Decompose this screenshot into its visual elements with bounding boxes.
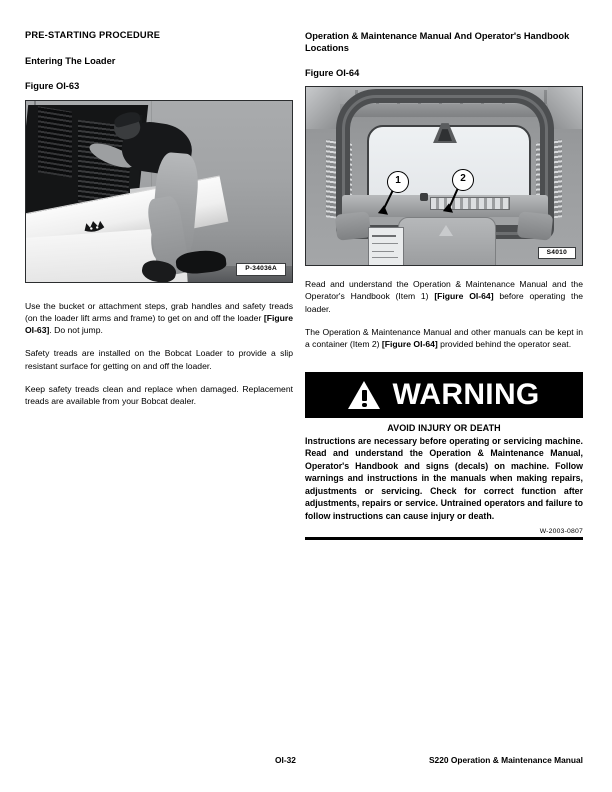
figure-label-oi-63: Figure OI-63 <box>25 81 80 92</box>
paragraph-text-cont: provided behind the operator seat. <box>437 338 572 349</box>
paragraph-text: Use the bucket or attachment steps, grab handles and safety treads (on the loader lift arms and frame) to get on and off the loader <box>25 300 293 324</box>
warning-banner-label: WARNING <box>392 378 540 411</box>
figure-tag-s4010: S4010 <box>538 247 576 260</box>
subsection-title: Entering The Loader <box>25 55 116 66</box>
paragraph-text: The Operation & Maintenance Manual and other manuals can be kept in a container (Item 2) <box>305 326 583 349</box>
paragraph-manual-container <box>305 326 583 350</box>
warning-heading: AVOID INJURY OR DEATH <box>387 423 501 433</box>
warning-exclamation-stroke <box>362 390 366 401</box>
warning-exclamation-dot <box>362 403 366 407</box>
warning-block <box>305 372 583 540</box>
warning-body-text: Instructions are necessary before operating or servicing machine. Read and understand the Operation & Maintenance Manual, Operator's Handbook and signs (decals) on machine. Follow warnings and instructions in the manuals when making repairs, adjustments or servicing. Check for correct function after adjustments, repairs or service. Untrained operators and failure to follow instructions can cause injury or death. <box>305 436 583 521</box>
left-column <box>25 30 293 407</box>
cab-manual-line <box>372 257 398 258</box>
cab-seat-emblem <box>439 225 453 236</box>
cab-armrest-right <box>517 211 554 240</box>
photo-cab-screen-left <box>38 106 72 177</box>
footer-manual-title: S220 Operation & Maintenance Manual <box>428 755 583 765</box>
figure-tag-p-34036a: P-34036A <box>236 263 286 276</box>
cab-corner-left <box>306 87 340 129</box>
paragraph-text: Keep safety treads clean and replace when damaged. Replacement treads are available from your Bobcat dealer. <box>25 383 293 407</box>
cab-manual-line <box>372 243 398 244</box>
figure-reference: [Figure OI-63] <box>25 313 293 336</box>
warning-banner <box>305 372 583 418</box>
figure-reference: [Figure OI-64] <box>381 338 438 349</box>
paragraph-text: Read and understand the Operation & Maintenance Manual and the Operator's Handbook (Item 1) <box>305 279 583 302</box>
paragraph-text-cont: . Do not jump. <box>49 325 103 336</box>
figure-label-oi-64: Figure OI-64 <box>305 67 360 78</box>
figure-reference: [Figure OI-64] <box>434 291 494 302</box>
footer-page-number: OI-32 <box>275 755 296 765</box>
warning-code: W-2003-0807 <box>539 528 583 536</box>
paragraph-read-and-understand <box>305 278 583 315</box>
figure-photo-entering-loader <box>25 100 293 283</box>
cab-operator-manual-holder <box>368 227 404 266</box>
warning-bottom-rule <box>305 537 583 540</box>
cab-dash-knob <box>420 193 428 201</box>
callout-balloon-1: 1 <box>387 171 409 193</box>
section-title: PRE-STARTING PROCEDURE <box>25 30 161 40</box>
warning-triangle-icon <box>348 381 380 409</box>
paragraph-text: Safety treads are installed on the Bobcat Loader to provide a slip resistant surface for getting on and off the loader. <box>25 348 293 371</box>
right-section-title: Operation & Maintenance Manual And Operator's Handbook Locations <box>305 31 570 54</box>
cab-manual-line <box>372 251 394 252</box>
cab-control-panel <box>430 197 510 210</box>
paragraph-safety-treads-installed <box>25 347 293 371</box>
right-column <box>305 30 583 350</box>
paragraph-keep-treads-clean <box>25 383 293 407</box>
paragraph-text-cont: before operating the loader. <box>305 291 583 314</box>
paragraph-steps-and-handles <box>25 300 293 337</box>
cab-manual-line <box>372 235 396 237</box>
callout-balloon-2: 2 <box>452 169 474 191</box>
figure-photo-cab-interior <box>305 86 583 266</box>
cab-armrest-left <box>335 211 372 240</box>
